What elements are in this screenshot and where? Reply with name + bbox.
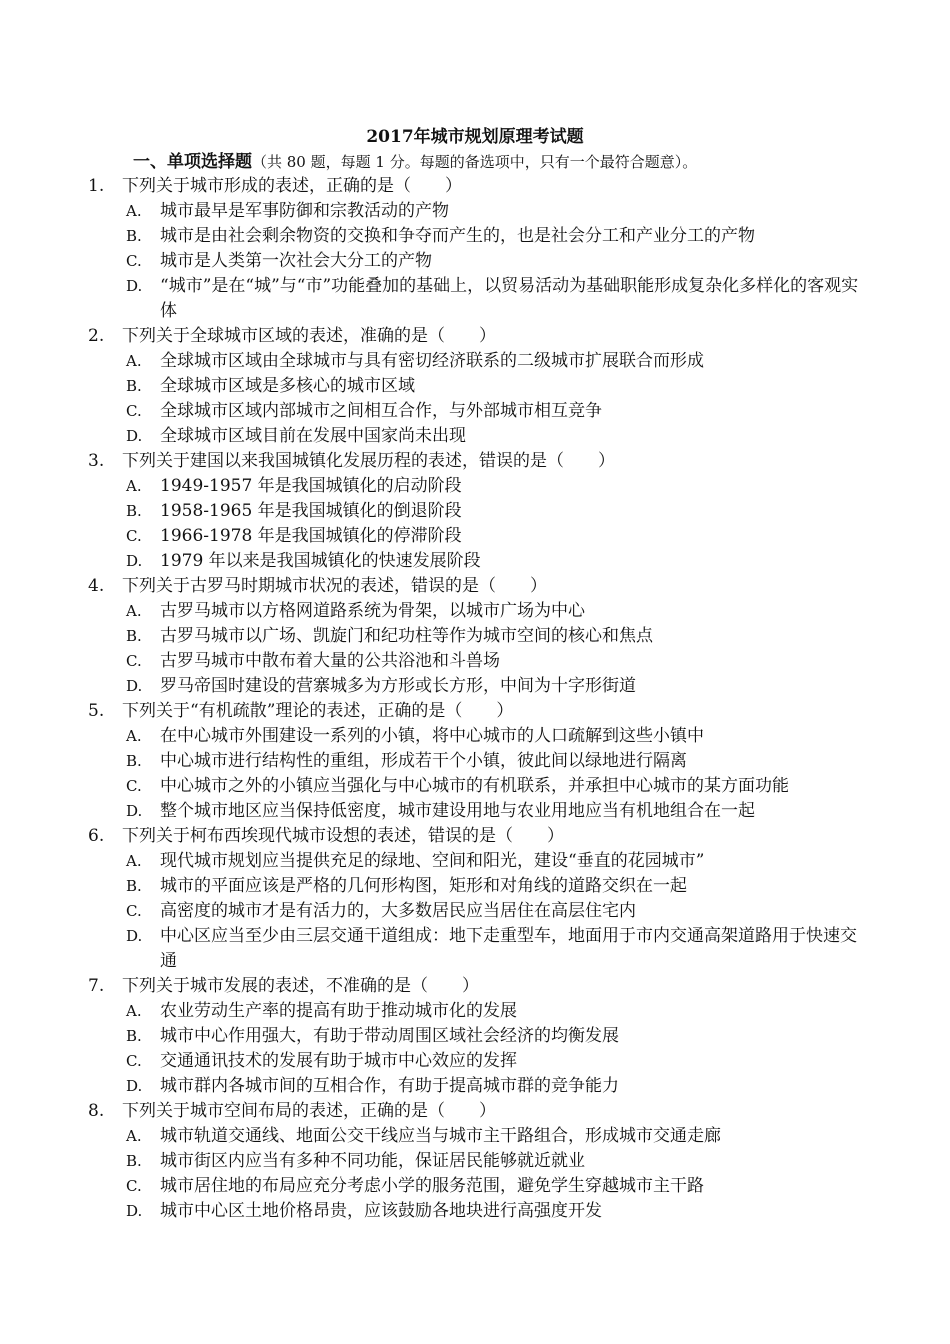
option-key: B. [126, 377, 142, 395]
option-key: B. [126, 1152, 142, 1170]
option-text: 城市是人类第一次社会大分工的产物 [160, 251, 432, 271]
question-text: 下列关于“有机疏散”理论的表述，正确的是（ ） [122, 701, 514, 721]
option-text: 全球城市区域由全球城市与具有密切经济联系的二级城市扩展联合而形成 [160, 351, 704, 371]
answer-option [0, 349, 870, 374]
answer-option [0, 724, 870, 749]
option-key: B. [126, 877, 142, 895]
option-text: 1958-1965 年是我国城镇化的倒退阶段 [160, 501, 462, 521]
question-number: 5. [88, 701, 105, 721]
answer-option [0, 549, 870, 574]
option-text: 1949-1957 年是我国城镇化的启动阶段 [160, 476, 462, 496]
question-number: 3. [88, 451, 105, 471]
option-key: C. [126, 252, 142, 270]
option-text: 1979 年以来是我国城镇化的快速发展阶段 [160, 551, 481, 571]
answer-option [0, 1149, 870, 1174]
option-key: C. [126, 402, 142, 420]
option-text: 城市轨道交通线、地面公交干线应当与城市主干路组合，形成城市交通走廊 [160, 1126, 721, 1146]
option-text: 城市是由社会剩余物资的交换和争夺而产生的，也是社会分工和产业分工的产物 [160, 226, 755, 246]
question-item [0, 449, 950, 574]
question-list [0, 174, 950, 1224]
question-item [0, 699, 950, 824]
question-stem [0, 174, 950, 199]
option-text: 全球城市区域是多核心的城市区域 [160, 376, 415, 396]
answer-option [0, 524, 870, 549]
option-text: 城市街区内应当有多种不同功能，保证居民能够就近就业 [160, 1151, 585, 1171]
option-text: 在中心城市外围建设一系列的小镇，将中心城市的人口疏解到这些小镇中 [160, 726, 704, 746]
page-title: 2017年城市规划原理考试题 [366, 127, 584, 147]
answer-option [0, 1049, 870, 1074]
answer-option [0, 199, 870, 224]
option-text: 全球城市区域内部城市之间相互合作，与外部城市相互竞争 [160, 401, 602, 421]
section-note: （共 80 题，每题 1 分。每题的备选项中，只有一个最符合题意）。 [252, 153, 698, 171]
option-key: D. [126, 277, 143, 295]
answer-option [0, 499, 870, 524]
question-number: 1. [88, 176, 105, 196]
section-heading: 一、单项选择题 [133, 152, 252, 172]
answer-option [0, 1024, 870, 1049]
option-key: A. [126, 602, 142, 620]
option-text: 古罗马城市中散布着大量的公共浴池和斗兽场 [160, 651, 500, 671]
answer-option [0, 649, 870, 674]
option-key: B. [126, 227, 142, 245]
question-item [0, 974, 950, 1099]
option-key: A. [126, 477, 142, 495]
answer-option [0, 924, 870, 974]
answer-option [0, 774, 870, 799]
question-stem [0, 974, 950, 999]
answer-option [0, 999, 870, 1024]
option-text: 现代城市规划应当提供充足的绿地、空间和阳光，建设“垂直的花园城市” [160, 851, 705, 871]
answer-option [0, 474, 870, 499]
option-text: 高密度的城市才是有活力的，大多数居民应当居住在高层住宅内 [160, 901, 636, 921]
answer-option [0, 374, 870, 399]
option-text: 城市居住地的布局应充分考虑小学的服务范围，避免学生穿越城市主干路 [160, 1176, 704, 1196]
answer-option [0, 424, 870, 449]
option-key: A. [126, 1002, 142, 1020]
question-number: 7. [88, 976, 105, 996]
answer-option [0, 599, 870, 624]
question-text: 下列关于城市空间布局的表述，正确的是（ ） [122, 1101, 496, 1121]
question-text: 下列关于建国以来我国城镇化发展历程的表述，错误的是（ ） [122, 451, 615, 471]
option-key: B. [126, 1027, 142, 1045]
question-stem [0, 824, 950, 849]
option-text: 城市最早是军事防御和宗教活动的产物 [160, 201, 449, 221]
question-number: 8. [88, 1101, 105, 1121]
option-text: “城市”是在“城”与“市”功能叠加的基础上，以贸易活动为基础职能形成复杂化多样化的客观实体 [160, 276, 859, 321]
option-key: C. [126, 902, 142, 920]
question-text: 下列关于全球城市区域的表述，准确的是（ ） [122, 326, 496, 346]
option-text: 1966-1978 年是我国城镇化的停滞阶段 [160, 526, 462, 546]
answer-option [0, 749, 870, 774]
answer-option [0, 1124, 870, 1149]
option-key: B. [126, 752, 142, 770]
option-key: D. [126, 1202, 143, 1220]
question-stem [0, 699, 950, 724]
question-number: 2. [88, 326, 105, 346]
answer-option [0, 799, 870, 824]
option-text: 中心区应当至少由三层交通干道组成：地下走重型车，地面用于市内交通高架道路用于快速交通 [160, 926, 857, 971]
question-item [0, 324, 950, 449]
option-key: D. [126, 927, 143, 945]
option-text: 城市群内各城市间的互相合作，有助于提高城市群的竞争能力 [160, 1076, 619, 1096]
option-key: D. [126, 677, 143, 695]
option-key: C. [126, 527, 142, 545]
question-item [0, 1099, 950, 1224]
answer-option [0, 874, 870, 899]
question-text: 下列关于古罗马时期城市状况的表述，错误的是（ ） [122, 576, 547, 596]
question-number: 4. [88, 576, 105, 596]
question-item [0, 574, 950, 699]
option-text: 罗马帝国时建设的营寨城多为方形或长方形，中间为十字形街道 [160, 676, 636, 696]
option-key: C. [126, 777, 142, 795]
question-text: 下列关于城市形成的表述，正确的是（ ） [122, 176, 462, 196]
option-text: 城市中心区土地价格昂贵，应该鼓励各地块进行高强度开发 [160, 1201, 602, 1221]
answer-option [0, 849, 870, 874]
option-key: A. [126, 1127, 142, 1145]
option-text: 中心城市之外的小镇应当强化与中心城市的有机联系，并承担中心城市的某方面功能 [160, 776, 789, 796]
question-stem [0, 324, 950, 349]
answer-option [0, 899, 870, 924]
question-stem [0, 449, 950, 474]
question-text: 下列关于城市发展的表述，不准确的是（ ） [122, 976, 479, 996]
answer-option [0, 399, 870, 424]
answer-option [0, 1074, 870, 1099]
option-text: 整个城市地区应当保持低密度，城市建设用地与农业用地应当有机地组合在一起 [160, 801, 755, 821]
answer-option [0, 224, 870, 249]
question-number: 6. [88, 826, 105, 846]
answer-option [0, 674, 870, 699]
answer-option [0, 1199, 870, 1224]
option-key: A. [126, 202, 142, 220]
option-text: 中心城市进行结构性的重组，形成若干个小镇，彼此间以绿地进行隔离 [160, 751, 687, 771]
option-key: C. [126, 1177, 142, 1195]
option-text: 古罗马城市以方格网道路系统为骨架，以城市广场为中心 [160, 601, 585, 621]
option-text: 城市中心作用强大，有助于带动周围区域社会经济的均衡发展 [160, 1026, 619, 1046]
option-key: D. [126, 427, 143, 445]
question-text: 下列关于柯布西埃现代城市设想的表述，错误的是（ ） [122, 826, 564, 846]
answer-option [0, 1174, 870, 1199]
option-key: D. [126, 802, 143, 820]
option-text: 农业劳动生产率的提高有助于推动城市化的发展 [160, 1001, 517, 1021]
option-key: B. [126, 502, 142, 520]
option-key: C. [126, 652, 142, 670]
question-item [0, 824, 950, 974]
answer-option [0, 249, 870, 274]
option-key: A. [126, 852, 142, 870]
option-key: D. [126, 1077, 143, 1095]
answer-option [0, 274, 870, 324]
option-text: 交通通讯技术的发展有助于城市中心效应的发挥 [160, 1051, 517, 1071]
option-key: D. [126, 552, 143, 570]
option-text: 全球城市区域目前在发展中国家尚未出现 [160, 426, 466, 446]
question-item [0, 174, 950, 324]
option-text: 古罗马城市以广场、凯旋门和纪功柱等作为城市空间的核心和焦点 [160, 626, 653, 646]
option-key: B. [126, 627, 142, 645]
answer-option [0, 624, 870, 649]
option-text: 城市的平面应该是严格的几何形构图，矩形和对角线的道路交织在一起 [160, 876, 687, 896]
section-header [133, 151, 913, 173]
question-stem [0, 1099, 950, 1124]
option-key: A. [126, 352, 142, 370]
option-key: C. [126, 1052, 142, 1070]
question-stem [0, 574, 950, 599]
option-key: A. [126, 727, 142, 745]
